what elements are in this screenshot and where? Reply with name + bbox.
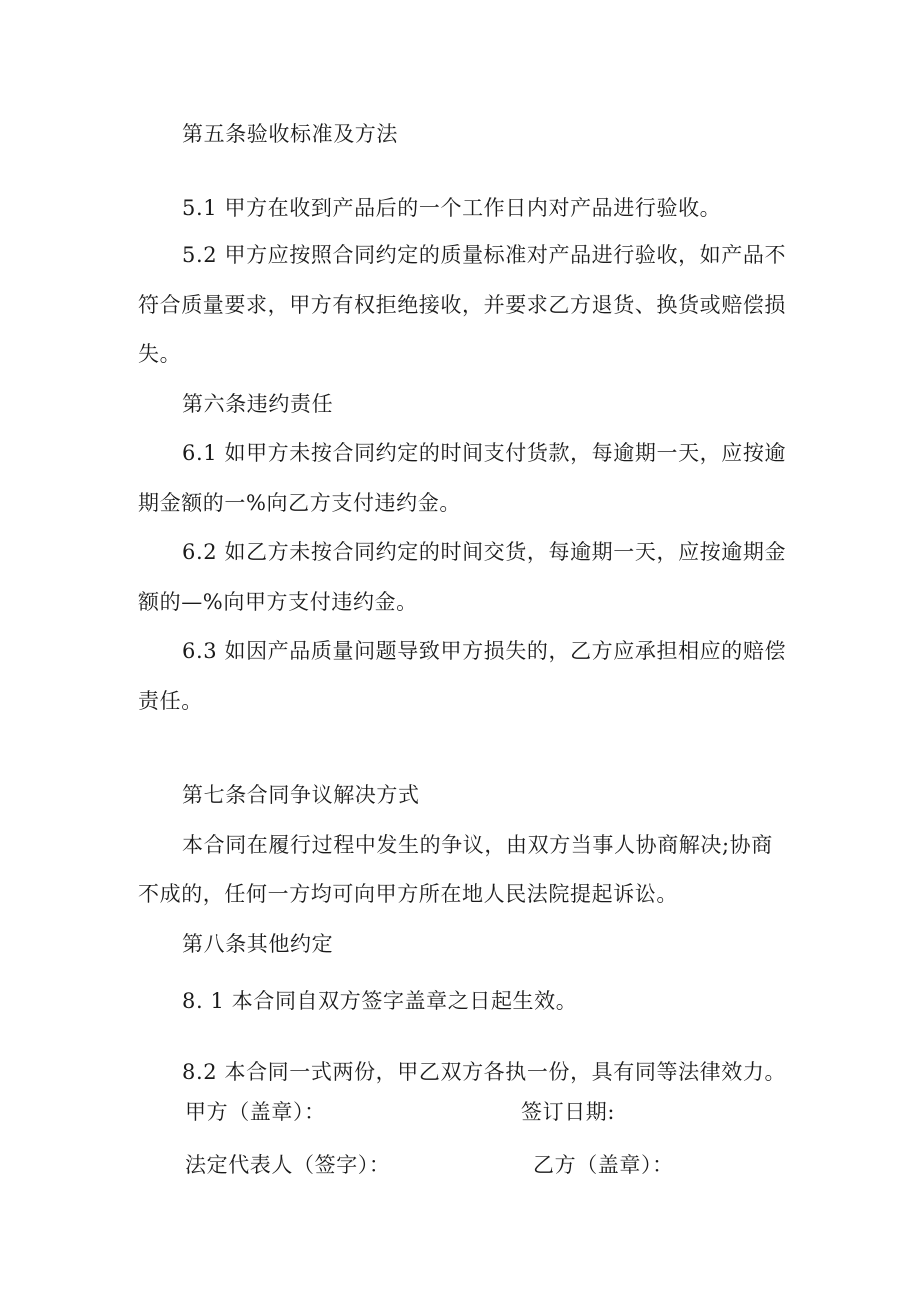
legal-representative-label: 法定代表人（签字）： [185,1153,391,1177]
clause-6-1-line-1: 6.1 如甲方未按合同约定的时间支付货款，每逾期一天，应按逾 [182,441,787,465]
article-8-title: 第八条其他约定 [182,932,334,956]
clause-8-2: 8.2 本合同一式两份，甲乙双方各执一份，具有同等法律效力。 [182,1060,787,1084]
article-7-title: 第七条合同争议解决方式 [182,783,420,807]
clause-6-2-line-1: 6.2 如乙方未按合同约定的时间交货，每逾期一天，应按逾期金 [182,540,787,564]
article-6-title: 第六条违约责任 [182,392,334,416]
clause-7-line-2: 不成的，任何一方均可向甲方所在地人民法院提起诉讼。 [138,882,678,906]
clause-6-2-line-2: 额的—%向甲方支付违约金。 [138,590,418,614]
clause-8-1: 8. 1 本合同自双方签字盖章之日起生效。 [182,989,578,1013]
clause-5-1: 5.1 甲方在收到产品后的一个工作日内对产品进行验收。 [182,196,722,220]
clause-6-3-line-2: 责任。 [138,689,203,713]
article-5-title: 第五条验收标准及方法 [182,122,398,146]
clause-7-line-1: 本合同在履行过程中发生的争议，由双方当事人协商解决;协商 [182,833,773,857]
clause-5-2-line-1: 5.2 甲方应按照合同约定的质量标准对产品进行验收，如产品不 [182,243,787,267]
party-b-seal-label: 乙方（盖章）： [533,1153,674,1177]
clause-5-2-line-2: 符合质量要求，甲方有权拒绝接收，并要求乙方退货、换货或赔偿损 [138,293,786,317]
clause-6-3-line-1: 6.3 如因产品质量问题导致甲方损失的，乙方应承担相应的赔偿 [182,639,787,663]
party-a-seal-label: 甲方（盖章）： [185,1100,326,1124]
clause-5-2-line-3: 失。 [138,342,182,366]
clause-6-1-line-2: 期金额的一%向乙方支付违约金。 [138,491,461,515]
sign-date-label: 签订日期: [521,1100,616,1124]
